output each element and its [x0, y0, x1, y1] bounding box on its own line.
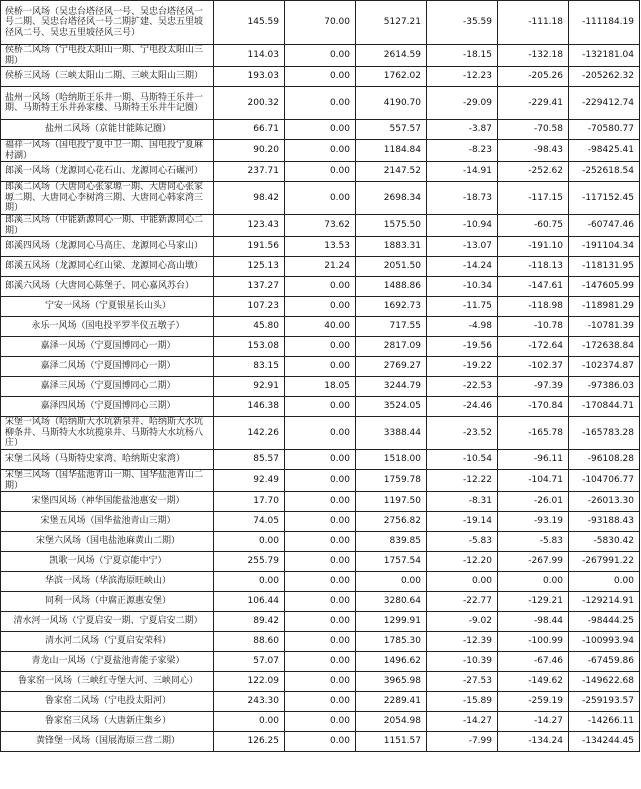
value-cell-col4: 0.00 — [356, 572, 427, 592]
wind-farm-name-cell: 青龙山一风场（宁夏盐池青能子家梁） — [1, 652, 214, 672]
value-cell-col6: -60.75 — [498, 215, 569, 237]
table-row — [1, 592, 640, 612]
value-cell-col2: 107.23 — [214, 297, 285, 317]
value-cell-col4: 3388.44 — [356, 417, 427, 450]
wind-farm-name-cell: 同利一风场（中腐正源惠安堡） — [1, 592, 214, 612]
value-cell-col2: 89.42 — [214, 612, 285, 632]
value-cell-col4: 2289.41 — [356, 692, 427, 712]
value-cell-col6: -191.10 — [498, 237, 569, 257]
value-cell-col5: -9.02 — [427, 612, 498, 632]
value-cell-col5: -29.09 — [427, 87, 498, 120]
value-cell-col3: 0.00 — [285, 572, 356, 592]
value-cell-col2: 57.07 — [214, 652, 285, 672]
table-row — [1, 512, 640, 532]
value-cell-col2: 126.25 — [214, 732, 285, 752]
value-cell-col5: -12.22 — [427, 470, 498, 492]
value-cell-col7: -172638.84 — [569, 337, 640, 357]
value-cell-col3: 0.00 — [285, 140, 356, 162]
value-cell-col4: 3524.05 — [356, 397, 427, 417]
value-cell-col3: 0.00 — [285, 45, 356, 67]
value-cell-col4: 2698.34 — [356, 182, 427, 215]
value-cell-col4: 1575.50 — [356, 215, 427, 237]
value-cell-col3: 18.05 — [285, 377, 356, 397]
value-cell-col3: 40.00 — [285, 317, 356, 337]
value-cell-col6: -10.78 — [498, 317, 569, 337]
value-cell-col6: -104.71 — [498, 470, 569, 492]
value-cell-col6: -14.27 — [498, 712, 569, 732]
value-cell-col2: 17.70 — [214, 492, 285, 512]
value-cell-col6: -259.19 — [498, 692, 569, 712]
value-cell-col5: -23.52 — [427, 417, 498, 450]
value-cell-col4: 2769.27 — [356, 357, 427, 377]
value-cell-col6: -26.01 — [498, 492, 569, 512]
value-cell-col6: -118.98 — [498, 297, 569, 317]
wind-farm-name-cell: 侯桥三风场（三峡太阳山二期、三峡太阳山三期） — [1, 67, 214, 87]
value-cell-col4: 839.85 — [356, 532, 427, 552]
value-cell-col4: 1488.86 — [356, 277, 427, 297]
value-cell-col7: -229412.74 — [569, 87, 640, 120]
value-cell-col5: -7.99 — [427, 732, 498, 752]
table-row — [1, 692, 640, 712]
value-cell-col3: 0.00 — [285, 357, 356, 377]
value-cell-col7: -267991.22 — [569, 552, 640, 572]
wind-farm-name-cell: 嘉泽三风场（宁夏国博同心二期） — [1, 377, 214, 397]
value-cell-col6: -100.99 — [498, 632, 569, 652]
value-cell-col5: -18.15 — [427, 45, 498, 67]
table-row — [1, 397, 640, 417]
wind-farm-name-cell: 宋堡四风场（神华国能盐池惠安一期） — [1, 492, 214, 512]
value-cell-col3: 0.00 — [285, 632, 356, 652]
value-cell-col4: 557.57 — [356, 120, 427, 140]
value-cell-col6: -102.37 — [498, 357, 569, 377]
value-cell-col3: 21.24 — [285, 257, 356, 277]
wind-farm-name-cell: 鲁家窑二风场（宁电投太阳河） — [1, 692, 214, 712]
table-row — [1, 182, 640, 215]
value-cell-col2: 0.00 — [214, 532, 285, 552]
value-cell-col6: -98.43 — [498, 140, 569, 162]
value-cell-col6: -67.46 — [498, 652, 569, 672]
value-cell-col7: -98425.41 — [569, 140, 640, 162]
value-cell-col2: 92.91 — [214, 377, 285, 397]
value-cell-col2: 98.42 — [214, 182, 285, 215]
value-cell-col4: 1757.54 — [356, 552, 427, 572]
table-row — [1, 492, 640, 512]
value-cell-col5: -3.87 — [427, 120, 498, 140]
value-cell-col4: 1759.78 — [356, 470, 427, 492]
value-cell-col2: 193.03 — [214, 67, 285, 87]
value-cell-col4: 5127.21 — [356, 1, 427, 45]
wind-farm-name-cell: 宋堡六风场（国电盐池麻黄山二期） — [1, 532, 214, 552]
table-body — [1, 1, 640, 752]
value-cell-col2: 255.79 — [214, 552, 285, 572]
value-cell-col2: 85.57 — [214, 450, 285, 470]
value-cell-col5: -19.56 — [427, 337, 498, 357]
value-cell-col3: 0.00 — [285, 612, 356, 632]
value-cell-col4: 1762.02 — [356, 67, 427, 87]
value-cell-col5: -14.27 — [427, 712, 498, 732]
value-cell-col3: 0.00 — [285, 67, 356, 87]
value-cell-col7: -134244.45 — [569, 732, 640, 752]
value-cell-col4: 3244.79 — [356, 377, 427, 397]
value-cell-col5: 0.00 — [427, 572, 498, 592]
table-row — [1, 87, 640, 120]
wind-farm-name-cell: 凯歌一风场（宁夏京能中宁） — [1, 552, 214, 572]
value-cell-col5: -12.20 — [427, 552, 498, 572]
value-cell-col7: -165783.28 — [569, 417, 640, 450]
wind-farm-name-cell: 宋堡二风场（马斯特史家湾、哈纳斯史家湾） — [1, 450, 214, 470]
wind-farm-name-cell: 黄锋堡一风场（国展海原三营二期） — [1, 732, 214, 752]
value-cell-col2: 243.30 — [214, 692, 285, 712]
value-cell-col6: -149.62 — [498, 672, 569, 692]
wind-farm-name-cell: 郎溪一风场（龙源同心花石山、龙源同心石碾河） — [1, 162, 214, 182]
wind-farm-name-cell: 郎溪三风场（中能新源同心一期、中能新源同心二期） — [1, 215, 214, 237]
table-row — [1, 277, 640, 297]
table-row — [1, 120, 640, 140]
value-cell-col7: -100993.94 — [569, 632, 640, 652]
value-cell-col7: -147605.99 — [569, 277, 640, 297]
value-cell-col3: 0.00 — [285, 277, 356, 297]
value-cell-col5: -5.83 — [427, 532, 498, 552]
value-cell-col6: -98.44 — [498, 612, 569, 632]
value-cell-col2: 125.13 — [214, 257, 285, 277]
value-cell-col2: 66.71 — [214, 120, 285, 140]
value-cell-col6: -170.84 — [498, 397, 569, 417]
value-cell-col5: -8.31 — [427, 492, 498, 512]
value-cell-col3: 0.00 — [285, 120, 356, 140]
value-cell-col5: -19.14 — [427, 512, 498, 532]
value-cell-col2: 106.44 — [214, 592, 285, 612]
value-cell-col4: 3965.98 — [356, 672, 427, 692]
value-cell-col7: -118131.95 — [569, 257, 640, 277]
wind-farm-name-cell: 郎溪六风场（大唐同心陈堡子、同心嘉风苏台） — [1, 277, 214, 297]
value-cell-col7: -118981.29 — [569, 297, 640, 317]
table-row — [1, 470, 640, 492]
wind-farm-name-cell: 侯桥二风场（宁电投太阳山一期、宁电投太阳山三期） — [1, 45, 214, 67]
value-cell-col3: 0.00 — [285, 512, 356, 532]
value-cell-col4: 4190.70 — [356, 87, 427, 120]
table-row — [1, 652, 640, 672]
table-row — [1, 317, 640, 337]
value-cell-col3: 0.00 — [285, 417, 356, 450]
value-cell-col5: -11.75 — [427, 297, 498, 317]
value-cell-col5: -14.91 — [427, 162, 498, 182]
value-cell-col2: 90.20 — [214, 140, 285, 162]
value-cell-col5: -13.07 — [427, 237, 498, 257]
value-cell-col4: 1151.57 — [356, 732, 427, 752]
value-cell-col2: 146.38 — [214, 397, 285, 417]
value-cell-col7: -132181.04 — [569, 45, 640, 67]
value-cell-col2: 114.03 — [214, 45, 285, 67]
value-cell-col6: -96.11 — [498, 450, 569, 470]
table-row — [1, 377, 640, 397]
value-cell-col6: -172.64 — [498, 337, 569, 357]
table-row — [1, 257, 640, 277]
value-cell-col4: 2614.59 — [356, 45, 427, 67]
value-cell-col7: -191104.34 — [569, 237, 640, 257]
value-cell-col7: -104706.77 — [569, 470, 640, 492]
value-cell-col4: 2756.82 — [356, 512, 427, 532]
wind-farm-name-cell: 宁安一风场（宁夏银星长山头） — [1, 297, 214, 317]
value-cell-col2: 92.49 — [214, 470, 285, 492]
value-cell-col6: -267.99 — [498, 552, 569, 572]
wind-farm-name-cell: 嘉泽四风场（宁夏国博同心三期） — [1, 397, 214, 417]
value-cell-col7: -98444.25 — [569, 612, 640, 632]
value-cell-col7: -26013.30 — [569, 492, 640, 512]
wind-farm-name-cell: 郎溪二风场（大唐同心张家塬一期、大唐同心张家塬二期、大唐同心李树湾三期、大唐同心韩家湾三期） — [1, 182, 214, 215]
table-row — [1, 450, 640, 470]
value-cell-col7: -205262.32 — [569, 67, 640, 87]
wind-farm-name-cell: 宋堡五风场（国华盐池青山三期） — [1, 512, 214, 532]
value-cell-col5: -10.94 — [427, 215, 498, 237]
value-cell-col3: 0.00 — [285, 532, 356, 552]
value-cell-col2: 145.59 — [214, 1, 285, 45]
value-cell-col5: -12.39 — [427, 632, 498, 652]
value-cell-col7: -5830.42 — [569, 532, 640, 552]
value-cell-col5: -27.53 — [427, 672, 498, 692]
value-cell-col3: 0.00 — [285, 672, 356, 692]
wind-farm-name-cell: 嘉泽二风场（宁夏国博同心一期） — [1, 357, 214, 377]
table-row — [1, 162, 640, 182]
value-cell-col7: -93188.43 — [569, 512, 640, 532]
value-cell-col5: -12.23 — [427, 67, 498, 87]
value-cell-col5: -22.53 — [427, 377, 498, 397]
table-row — [1, 572, 640, 592]
wind-farm-name-cell: 盐州一风场（哈纳斯王乐井一期、马斯特王乐井一期、马斯特王乐井孙家楼、马斯特王乐井牛记圈） — [1, 87, 214, 120]
value-cell-col7: -149622.68 — [569, 672, 640, 692]
table-row — [1, 532, 640, 552]
value-cell-col3: 0.00 — [285, 492, 356, 512]
value-cell-col5: -10.54 — [427, 450, 498, 470]
value-cell-col7: -102374.87 — [569, 357, 640, 377]
value-cell-col7: -10781.39 — [569, 317, 640, 337]
value-cell-col6: -229.41 — [498, 87, 569, 120]
value-cell-col2: 237.71 — [214, 162, 285, 182]
value-cell-col7: -252618.54 — [569, 162, 640, 182]
value-cell-col6: -147.61 — [498, 277, 569, 297]
value-cell-col6: -117.15 — [498, 182, 569, 215]
table-row — [1, 45, 640, 67]
wind-farm-name-cell: 永乐一风场（国电投平罗半仪五墩子） — [1, 317, 214, 337]
value-cell-col7: -117152.45 — [569, 182, 640, 215]
wind-farm-name-cell: 清水河一风场（宁夏启安一期、宁夏启安二期） — [1, 612, 214, 632]
value-cell-col6: -252.62 — [498, 162, 569, 182]
value-cell-col2: 0.00 — [214, 572, 285, 592]
table-row — [1, 237, 640, 257]
wind-farm-name-cell: 郎溪四风场（龙源同心马高庄、龙源同心马家山） — [1, 237, 214, 257]
table-row — [1, 357, 640, 377]
wind-farm-name-cell: 鲁家窑三风场（大唐新庄集乡） — [1, 712, 214, 732]
value-cell-col6: -111.18 — [498, 1, 569, 45]
value-cell-col2: 122.09 — [214, 672, 285, 692]
wind-farm-name-cell: 盐州二风场（京能甘能陈记圈） — [1, 120, 214, 140]
table-row — [1, 297, 640, 317]
table-row — [1, 140, 640, 162]
value-cell-col4: 1518.00 — [356, 450, 427, 470]
value-cell-col5: -10.34 — [427, 277, 498, 297]
value-cell-col6: -205.26 — [498, 67, 569, 87]
value-cell-col7: -70580.77 — [569, 120, 640, 140]
table-row — [1, 1, 640, 45]
table-row — [1, 417, 640, 450]
value-cell-col3: 0.00 — [285, 397, 356, 417]
value-cell-col3: 0.00 — [285, 712, 356, 732]
value-cell-col2: 200.32 — [214, 87, 285, 120]
table-row — [1, 612, 640, 632]
value-cell-col4: 3280.64 — [356, 592, 427, 612]
value-cell-col6: -132.18 — [498, 45, 569, 67]
value-cell-col3: 0.00 — [285, 470, 356, 492]
value-cell-col6: -70.58 — [498, 120, 569, 140]
value-cell-col4: 1184.84 — [356, 140, 427, 162]
wind-farm-name-cell: 郎溪五风场（龙源同心红山梁、龙源同心高山墩） — [1, 257, 214, 277]
value-cell-col3: 0.00 — [285, 182, 356, 215]
value-cell-col5: -8.23 — [427, 140, 498, 162]
value-cell-col4: 1883.31 — [356, 237, 427, 257]
value-cell-col7: -67459.86 — [569, 652, 640, 672]
value-cell-col5: -22.77 — [427, 592, 498, 612]
value-cell-col5: -10.39 — [427, 652, 498, 672]
value-cell-col3: 0.00 — [285, 162, 356, 182]
value-cell-col5: -24.46 — [427, 397, 498, 417]
value-cell-col3: 0.00 — [285, 652, 356, 672]
value-cell-col5: -18.73 — [427, 182, 498, 215]
table-row — [1, 712, 640, 732]
value-cell-col2: 123.43 — [214, 215, 285, 237]
value-cell-col3: 0.00 — [285, 337, 356, 357]
value-cell-col4: 1299.91 — [356, 612, 427, 632]
value-cell-col5: -19.22 — [427, 357, 498, 377]
value-cell-col4: 1197.50 — [356, 492, 427, 512]
value-cell-col4: 2817.09 — [356, 337, 427, 357]
value-cell-col4: 1785.30 — [356, 632, 427, 652]
value-cell-col6: -93.19 — [498, 512, 569, 532]
value-cell-col3: 0.00 — [285, 732, 356, 752]
value-cell-col5: -35.59 — [427, 1, 498, 45]
value-cell-col3: 0.00 — [285, 450, 356, 470]
value-cell-col6: -134.24 — [498, 732, 569, 752]
value-cell-col2: 83.15 — [214, 357, 285, 377]
value-cell-col6: -5.83 — [498, 532, 569, 552]
wind-farm-name-cell: 福祥一风场（国电投宁夏中卫一期、国电投宁夏麻村湖） — [1, 140, 214, 162]
wind-farm-name-cell: 鲁家窑一风场（三峡红寺堡大河、三峡同心） — [1, 672, 214, 692]
value-cell-col3: 0.00 — [285, 692, 356, 712]
wind-farm-name-cell: 宋堡一风场（哈纳斯大水坑新泉井、哈纳斯大水坑柳条井、马斯特大水坑揽泉井、马斯特大水坑杨八庄） — [1, 417, 214, 450]
value-cell-col2: 153.08 — [214, 337, 285, 357]
value-cell-col4: 2051.50 — [356, 257, 427, 277]
wind-farm-name-cell: 侯桥一风场（吴忠台塔径风一号、吴忠台塔径风一号二期、吴忠台塔径风一号二期扩建、吴忠五里坡径风二号、吴忠五里坡径风三号） — [1, 1, 214, 45]
value-cell-col5: -4.98 — [427, 317, 498, 337]
value-cell-col4: 2054.98 — [356, 712, 427, 732]
value-cell-col7: -170844.71 — [569, 397, 640, 417]
value-cell-col6: -118.13 — [498, 257, 569, 277]
value-cell-col4: 2147.52 — [356, 162, 427, 182]
value-cell-col7: -96108.28 — [569, 450, 640, 470]
value-cell-col7: -129214.91 — [569, 592, 640, 612]
value-cell-col3: 0.00 — [285, 297, 356, 317]
wind-farm-name-cell: 华滨一风场（华滨海原旺峡山） — [1, 572, 214, 592]
value-cell-col3: 70.00 — [285, 1, 356, 45]
value-cell-col3: 0.00 — [285, 592, 356, 612]
table-row — [1, 67, 640, 87]
value-cell-col4: 1692.73 — [356, 297, 427, 317]
value-cell-col2: 88.60 — [214, 632, 285, 652]
table-row — [1, 552, 640, 572]
value-cell-col7: -60747.46 — [569, 215, 640, 237]
value-cell-col6: -129.21 — [498, 592, 569, 612]
value-cell-col2: 191.56 — [214, 237, 285, 257]
value-cell-col4: 717.55 — [356, 317, 427, 337]
value-cell-col6: -97.39 — [498, 377, 569, 397]
value-cell-col2: 74.05 — [214, 512, 285, 532]
table-row — [1, 672, 640, 692]
table-row — [1, 215, 640, 237]
value-cell-col6: 0.00 — [498, 572, 569, 592]
value-cell-col3: 0.00 — [285, 552, 356, 572]
value-cell-col4: 1496.62 — [356, 652, 427, 672]
value-cell-col7: 0.00 — [569, 572, 640, 592]
table-row — [1, 632, 640, 652]
value-cell-col6: -165.78 — [498, 417, 569, 450]
value-cell-col2: 142.26 — [214, 417, 285, 450]
value-cell-col7: -111184.19 — [569, 1, 640, 45]
wind-farm-name-cell: 宋堡三风场（国华盐池青山一期、国华盐池青山二期） — [1, 470, 214, 492]
value-cell-col5: -15.89 — [427, 692, 498, 712]
table-row — [1, 732, 640, 752]
value-cell-col3: 73.62 — [285, 215, 356, 237]
value-cell-col3: 13.53 — [285, 237, 356, 257]
value-cell-col7: -14266.11 — [569, 712, 640, 732]
value-cell-col5: -14.24 — [427, 257, 498, 277]
value-cell-col7: -97386.03 — [569, 377, 640, 397]
value-cell-col7: -259193.57 — [569, 692, 640, 712]
value-cell-col2: 137.27 — [214, 277, 285, 297]
value-cell-col3: 0.00 — [285, 87, 356, 120]
value-cell-col2: 0.00 — [214, 712, 285, 732]
value-cell-col2: 45.80 — [214, 317, 285, 337]
table-row — [1, 337, 640, 357]
wind-farm-name-cell: 嘉泽一风场（宁夏国博同心一期） — [1, 337, 214, 357]
wind-farm-name-cell: 清水河二风场（宁夏启安荣科） — [1, 632, 214, 652]
